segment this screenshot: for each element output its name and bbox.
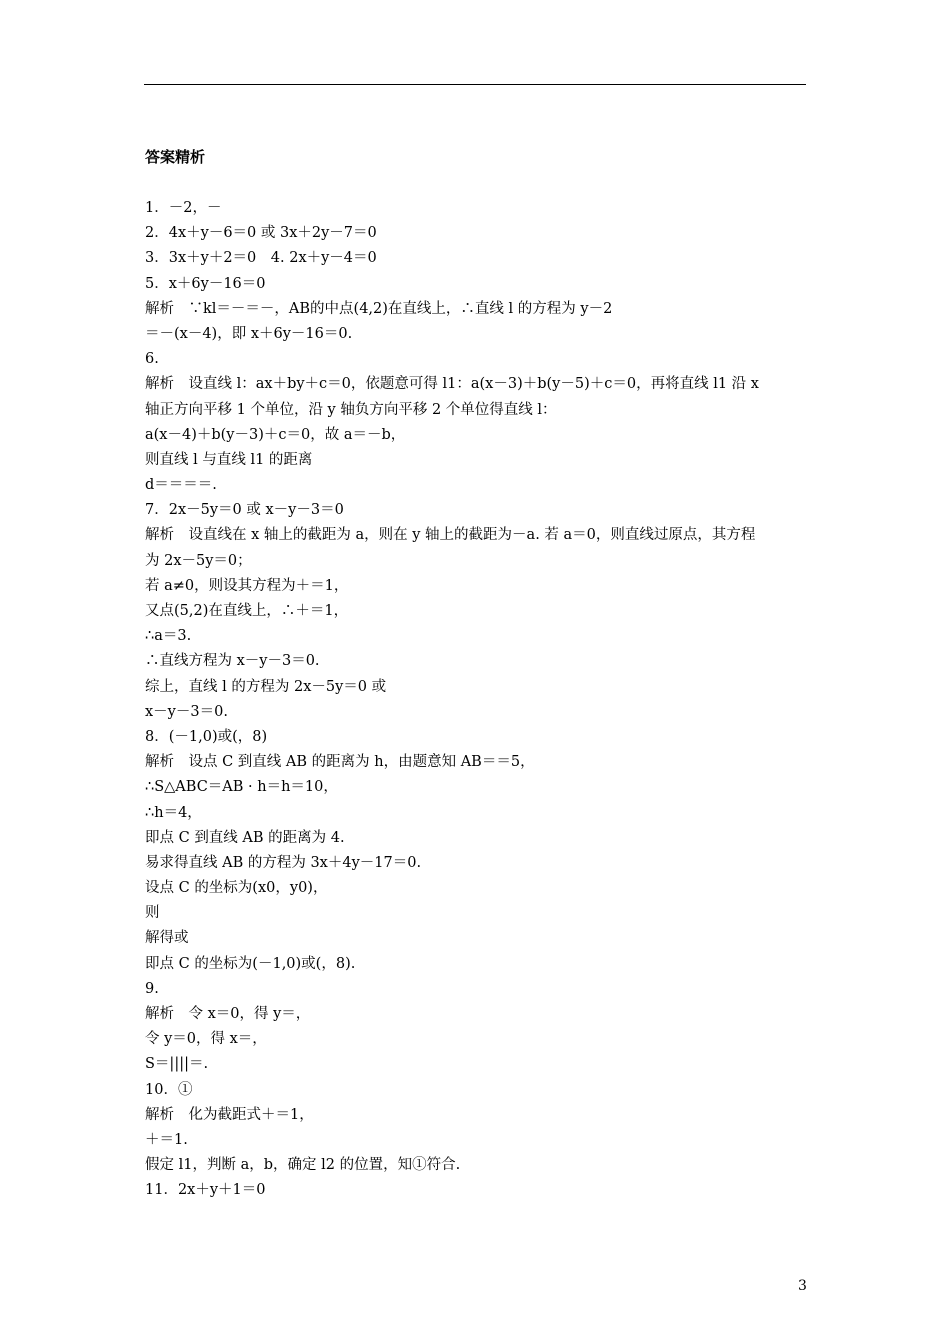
text-line: 设点 C 的坐标为(x0，y0)， (145, 880, 328, 897)
text-line: ＝－(x－4)，即 x＋6y－16＝0. (145, 325, 353, 342)
text-line: 8．(－1,0)或(，8) (145, 728, 268, 745)
answer-content (145, 196, 813, 1204)
text-line: 5．x＋6y－16＝0 (145, 275, 266, 292)
text-line: 则直线 l 与直线 l1 的距离 (145, 451, 313, 468)
text-line: 解析 ∵kl＝－＝－，AB的中点(4,2)在直线上，∴直线 l 的方程为 y－2 (145, 300, 613, 317)
page-number: 3 (798, 1278, 807, 1294)
text-line: 解析 设直线在 x 轴上的截距为 a，则在 y 轴上的截距为－a. 若 a＝0，则直线过原点，其方程 (145, 527, 756, 544)
header-rule (144, 84, 806, 85)
text-line: 6. (145, 351, 159, 368)
text-line: 解得或 (145, 930, 189, 947)
text-line: ∴直线方程为 x－y－3＝0. (145, 653, 320, 670)
text-line: ∴a＝3. (145, 628, 192, 645)
text-line: 为 2x－5y＝0； (145, 552, 252, 569)
text-line: 易求得直线 AB 的方程为 3x＋4y－17＝0. (145, 854, 422, 871)
text-line: a(x－4)＋b(y－3)＋c＝0，故 a＝－b， (145, 426, 406, 443)
text-line: ＋＝1. (145, 1131, 188, 1148)
text-line: 即点 C 到直线 AB 的距离为 4. (145, 829, 345, 846)
text-line: 1．－2，－ (145, 200, 222, 216)
text-line: d＝＝＝＝. (145, 477, 217, 494)
text-line: 即点 C 的坐标为(－1,0)或(，8). (145, 955, 356, 972)
text-line: 2．4x＋y－6＝0 或 3x＋2y－7＝0 (145, 225, 377, 242)
text-line: 又点(5,2)在直线上，∴＋＝1， (145, 603, 349, 619)
text-line: 10．① (145, 1081, 193, 1098)
text-line: 解析 令 x＝0，得 y＝， (145, 1006, 311, 1022)
section-title: 答案精析 (145, 148, 206, 166)
text-line: 解析 设直线 l：ax＋by＋c＝0，依题意可得 l1：a(x－3)＋b(y－5)＋c＝0，再将直线 l1 沿 x (145, 376, 759, 393)
text-line: 令 y＝0，得 x＝， (145, 1031, 267, 1048)
text-line: 7．2x－5y＝0 或 x－y－3＝0 (145, 502, 344, 519)
text-line: S＝||||＝. (145, 1056, 209, 1073)
text-line: 解析 设点 C 到直线 AB 的距离为 h，由题意知 AB＝＝5， (145, 754, 535, 771)
text-line: 轴正方向平移 1 个单位，沿 y 轴负方向平移 2 个单位得直线 l： (145, 401, 557, 418)
text-line: ∴S△ABC＝AB · h＝h＝10， (145, 779, 338, 796)
text-line: 综上，直线 l 的方程为 2x－5y＝0 或 (145, 678, 387, 695)
text-line: 3．3x＋y＋2＝0 4. 2x＋y－4＝0 (145, 250, 377, 267)
text-line: 则 (145, 905, 160, 922)
text-line: 若 a≠0，则设其方程为＋＝1， (145, 577, 349, 594)
text-line: ∴h＝4， (145, 804, 202, 821)
text-line: 11．2x＋y＋1＝0 (145, 1182, 266, 1199)
text-line: 假定 l1，判断 a，b，确定 l2 的位置，知①符合. (145, 1157, 461, 1174)
text-line: x－y－3＝0. (145, 703, 228, 720)
text-line: 解析 化为截距式＋＝1， (145, 1106, 314, 1123)
text-line: 9. (145, 980, 159, 997)
